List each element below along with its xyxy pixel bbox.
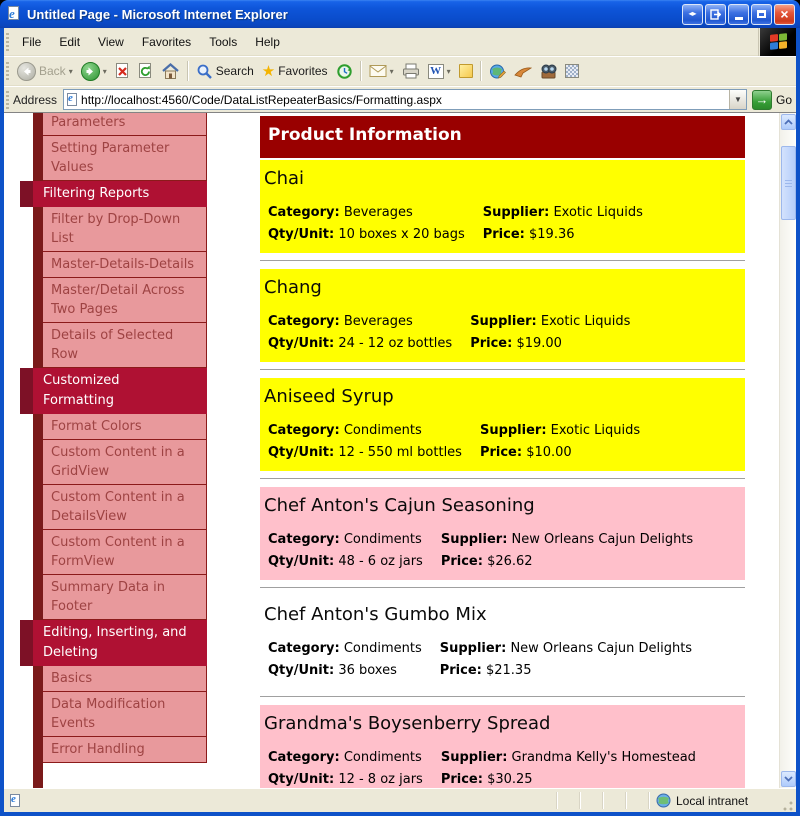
status-pane bbox=[625, 792, 648, 809]
menu-drag-handle[interactable] bbox=[6, 33, 9, 51]
note-icon bbox=[459, 64, 473, 78]
qty-label: Qty/Unit: bbox=[268, 227, 335, 242]
sidebar-item-label: Basics bbox=[51, 671, 93, 686]
qty-label: Qty/Unit: bbox=[268, 554, 335, 569]
accessibility-arrows-button[interactable]: ◂▸ bbox=[682, 4, 703, 25]
print-icon bbox=[402, 63, 420, 79]
product-card bbox=[260, 596, 745, 689]
sidebar-item[interactable] bbox=[43, 278, 207, 323]
category-value: Beverages bbox=[343, 205, 413, 220]
category-label: Category: bbox=[268, 750, 340, 765]
back-label: Back bbox=[39, 64, 66, 78]
favorites-button[interactable] bbox=[258, 62, 332, 81]
sidebar-item[interactable] bbox=[43, 692, 207, 737]
supplier-label: Supplier: bbox=[482, 205, 550, 220]
product-name: Chef Anton's Gumbo Mix bbox=[264, 604, 487, 625]
category-cell bbox=[267, 312, 466, 331]
product-card bbox=[260, 705, 745, 788]
web-page bbox=[4, 113, 779, 788]
price-cell bbox=[440, 770, 710, 788]
supplier-value: New Orleans Cajun Delights bbox=[510, 641, 693, 656]
page-title: Product Information bbox=[260, 116, 745, 158]
sidebar-item-label: Setting Parameter Values bbox=[51, 141, 170, 175]
menu-item[interactable]: File bbox=[22, 34, 42, 49]
address-bar bbox=[4, 86, 796, 112]
supplier-label: Supplier: bbox=[440, 532, 508, 547]
sidebar-item-label: Editing, Inserting, and Deleting bbox=[43, 625, 187, 660]
qty-cell bbox=[267, 443, 476, 462]
category-cell bbox=[267, 203, 479, 222]
stop-button[interactable] bbox=[111, 60, 134, 82]
category-value: Condiments bbox=[343, 532, 422, 547]
product-name: Chef Anton's Cajun Seasoning bbox=[264, 495, 535, 516]
history-icon bbox=[336, 63, 353, 80]
qty-value: 10 boxes x 20 bags bbox=[338, 227, 465, 242]
product-divider bbox=[260, 260, 745, 262]
search-button[interactable] bbox=[192, 61, 258, 82]
send-button[interactable] bbox=[510, 63, 536, 80]
zone-label: Local intranet bbox=[676, 793, 749, 808]
resize-grip[interactable] bbox=[780, 795, 794, 812]
title-bar[interactable] bbox=[0, 0, 800, 28]
sidebar-item-label: Master/Detail Across Two Pages bbox=[51, 283, 185, 317]
toolbar-separator bbox=[187, 61, 189, 81]
forward-icon bbox=[81, 62, 100, 81]
price-value: $21.35 bbox=[485, 663, 532, 678]
product-details-table bbox=[264, 200, 660, 247]
send-icon bbox=[514, 65, 532, 78]
qty-cell bbox=[267, 770, 437, 788]
product-divider bbox=[260, 587, 745, 589]
go-label: Go bbox=[775, 92, 792, 107]
security-zone-pane bbox=[648, 792, 780, 809]
category-cell bbox=[267, 748, 437, 767]
supplier-label: Supplier: bbox=[470, 314, 537, 329]
sidebar-item-label: Details of Selected Row bbox=[51, 328, 174, 362]
category-label: Category: bbox=[268, 205, 340, 220]
sidebar-item-label: Customized Formatting bbox=[43, 373, 120, 408]
supplier-cell bbox=[440, 530, 707, 549]
sidebar-item[interactable] bbox=[43, 207, 207, 252]
supplier-label: Supplier: bbox=[439, 641, 507, 656]
supplier-cell bbox=[482, 203, 657, 222]
supplier-label: Supplier: bbox=[440, 750, 508, 765]
ie-logo-icon: e bbox=[6, 6, 22, 22]
mail-button[interactable] bbox=[365, 62, 398, 80]
scrollbar-thumb[interactable] bbox=[781, 146, 796, 220]
forward-dropdown-icon[interactable]: ▾ bbox=[102, 66, 107, 76]
standard-toolbar bbox=[4, 56, 796, 86]
address-box bbox=[63, 89, 747, 110]
price-value: $26.62 bbox=[487, 554, 533, 569]
page-icon: e bbox=[66, 92, 79, 108]
qty-value: 48 - 6 oz jars bbox=[338, 554, 423, 569]
word-icon: W bbox=[428, 64, 444, 79]
product-details-table bbox=[264, 309, 647, 356]
qty-cell bbox=[267, 552, 437, 571]
menu-item[interactable]: Edit bbox=[59, 34, 81, 49]
navigation-sidebar bbox=[20, 113, 207, 763]
category-value: Condiments bbox=[343, 750, 422, 765]
price-label: Price: bbox=[439, 663, 482, 678]
pop-out-button[interactable] bbox=[705, 4, 726, 25]
maximize-button[interactable] bbox=[751, 4, 772, 25]
go-group[interactable] bbox=[752, 90, 792, 110]
price-cell bbox=[479, 443, 654, 462]
vertical-scrollbar[interactable] bbox=[779, 113, 796, 788]
sidebar-item[interactable] bbox=[43, 113, 207, 136]
price-label: Price: bbox=[470, 336, 513, 351]
menu-item[interactable]: View bbox=[98, 34, 124, 49]
home-button[interactable] bbox=[157, 61, 184, 82]
qty-value: 36 boxes bbox=[338, 663, 397, 678]
qty-label: Qty/Unit: bbox=[268, 445, 335, 460]
qty-value: 24 - 12 oz bottles bbox=[338, 336, 453, 351]
toolbar-drag-handle[interactable] bbox=[6, 62, 9, 80]
product-list bbox=[260, 160, 745, 788]
price-label: Price: bbox=[440, 554, 483, 569]
go-icon: → bbox=[752, 90, 772, 110]
toolbar-separator bbox=[360, 61, 362, 81]
refresh-button[interactable] bbox=[134, 60, 157, 82]
forward-button[interactable] bbox=[77, 60, 111, 83]
messenger-icon bbox=[565, 64, 579, 78]
address-label: Address bbox=[13, 92, 58, 107]
favorites-star-icon: ★ bbox=[261, 62, 276, 80]
menu-item[interactable]: Tools bbox=[209, 34, 238, 49]
sidebar-item[interactable] bbox=[43, 440, 207, 485]
windows-logo-icon bbox=[760, 28, 796, 56]
menu-separator bbox=[758, 28, 759, 56]
category-cell bbox=[267, 421, 476, 440]
globe-edit-icon bbox=[489, 63, 506, 80]
refresh-icon bbox=[138, 62, 153, 80]
page-done-icon: e bbox=[9, 793, 22, 809]
sidebar-item-label: Filter by Drop-Down List bbox=[51, 212, 181, 246]
price-value: $19.00 bbox=[516, 336, 562, 351]
edit-online-button[interactable] bbox=[485, 61, 510, 82]
edit-with-word-button[interactable] bbox=[424, 62, 455, 81]
history-button[interactable] bbox=[332, 61, 357, 82]
status-pane bbox=[579, 792, 602, 809]
menu-item[interactable]: Favorites bbox=[141, 34, 192, 49]
supplier-value: Exotic Liquids bbox=[540, 314, 631, 329]
supplier-label: Supplier: bbox=[479, 423, 547, 438]
price-value: $30.25 bbox=[487, 772, 533, 787]
category-value: Beverages bbox=[343, 314, 413, 329]
window-title: Untitled Page - Microsoft Internet Explorer bbox=[27, 6, 288, 22]
sidebar-item-label: Error Handling bbox=[51, 742, 145, 757]
research-button[interactable] bbox=[536, 61, 561, 81]
messenger-button[interactable] bbox=[561, 62, 583, 80]
sidebar-item[interactable] bbox=[43, 666, 207, 692]
price-value: $10.00 bbox=[526, 445, 572, 460]
pop-out-icon bbox=[710, 9, 721, 20]
status-pane bbox=[602, 792, 625, 809]
print-button[interactable] bbox=[398, 61, 424, 81]
sidebar-item-label: Format Colors bbox=[51, 419, 142, 434]
category-value: Condiments bbox=[343, 641, 422, 656]
qty-label: Qty/Unit: bbox=[268, 772, 335, 787]
close-button[interactable]: × bbox=[774, 4, 795, 25]
sidebar-item[interactable] bbox=[43, 252, 207, 278]
sidebar-item[interactable] bbox=[43, 737, 207, 763]
address-dropdown-button[interactable]: ▼ bbox=[729, 90, 746, 109]
search-icon bbox=[196, 63, 213, 80]
minimize-button[interactable] bbox=[728, 4, 749, 25]
sidebar-item-label: Custom Content in a FormView bbox=[51, 535, 185, 569]
product-details-table bbox=[264, 527, 710, 574]
menu-item[interactable]: Help bbox=[255, 34, 280, 49]
edit-dropdown-icon[interactable]: ▾ bbox=[446, 66, 451, 76]
price-label: Price: bbox=[440, 772, 483, 787]
product-divider bbox=[260, 696, 745, 698]
main-column bbox=[260, 116, 745, 788]
sidebar-item[interactable] bbox=[20, 181, 207, 207]
product-name: Chang bbox=[264, 277, 322, 298]
back-button[interactable] bbox=[13, 60, 77, 83]
price-cell bbox=[440, 552, 707, 571]
sidebar-item-label: Filtering Reports bbox=[43, 186, 150, 201]
qty-cell bbox=[267, 334, 466, 353]
notes-button[interactable] bbox=[455, 62, 477, 80]
price-label: Price: bbox=[479, 445, 523, 460]
status-pane bbox=[556, 792, 579, 809]
category-label: Category: bbox=[268, 532, 340, 547]
search-label: Search bbox=[215, 64, 254, 78]
sidebar-item-label: Custom Content in a DetailsView bbox=[51, 490, 185, 524]
sidebar-item-label: Custom Content in a GridView bbox=[51, 445, 185, 479]
sidebar-item[interactable] bbox=[43, 530, 207, 575]
category-label: Category: bbox=[268, 641, 340, 656]
menu-bar bbox=[4, 28, 796, 56]
product-card bbox=[260, 269, 745, 362]
supplier-value: Exotic Liquids bbox=[553, 205, 643, 220]
category-value: Condiments bbox=[343, 423, 422, 438]
scroll-down-button[interactable] bbox=[781, 771, 796, 787]
category-label: Category: bbox=[268, 314, 340, 329]
category-label: Category: bbox=[268, 423, 340, 438]
price-cell bbox=[439, 661, 706, 680]
supplier-value: Exotic Liquids bbox=[550, 423, 641, 438]
qty-value: 12 - 8 oz jars bbox=[338, 772, 423, 787]
supplier-cell bbox=[479, 421, 654, 440]
qty-cell bbox=[267, 225, 479, 244]
product-divider bbox=[260, 478, 745, 480]
address-drag-handle[interactable] bbox=[6, 91, 9, 109]
qty-cell bbox=[267, 661, 436, 680]
sidebar-item[interactable] bbox=[20, 620, 207, 666]
sidebar-item[interactable] bbox=[43, 414, 207, 440]
sidebar-item[interactable] bbox=[43, 485, 207, 530]
back-icon bbox=[17, 62, 36, 81]
favorites-label: Favorites bbox=[278, 64, 328, 78]
category-cell bbox=[267, 639, 436, 658]
sidebar-item[interactable] bbox=[43, 136, 207, 181]
intranet-globe-icon bbox=[656, 793, 671, 808]
price-cell bbox=[482, 225, 657, 244]
mail-dropdown-icon[interactable]: ▾ bbox=[389, 66, 394, 76]
qty-value: 12 - 550 ml bottles bbox=[338, 445, 462, 460]
sidebar-item-label: Master-Details-Details bbox=[51, 257, 195, 272]
product-name: Aniseed Syrup bbox=[264, 386, 394, 407]
qty-label: Qty/Unit: bbox=[268, 663, 335, 678]
sidebar-item-label: Parameters bbox=[51, 115, 126, 130]
supplier-cell bbox=[469, 312, 644, 331]
mail-icon bbox=[369, 64, 387, 78]
price-value: $19.36 bbox=[529, 227, 575, 242]
supplier-cell bbox=[439, 639, 706, 658]
back-dropdown-icon[interactable]: ▾ bbox=[68, 66, 73, 76]
qty-label: Qty/Unit: bbox=[268, 336, 335, 351]
status-bar bbox=[4, 788, 796, 812]
product-card bbox=[260, 378, 745, 471]
address-input[interactable] bbox=[79, 93, 729, 107]
sidebar-item[interactable] bbox=[20, 368, 207, 414]
product-card bbox=[260, 160, 745, 253]
sidebar-item[interactable] bbox=[43, 323, 207, 368]
toolbar-separator bbox=[480, 61, 482, 81]
sidebar-item-label: Data Modification Events bbox=[51, 697, 166, 731]
menu-items bbox=[13, 30, 289, 54]
price-cell bbox=[469, 334, 644, 353]
supplier-value: Grandma Kelly's Homestead bbox=[511, 750, 696, 765]
home-icon bbox=[161, 63, 180, 80]
product-details-table bbox=[264, 636, 709, 683]
research-icon bbox=[540, 63, 557, 79]
supplier-cell bbox=[440, 748, 710, 767]
sidebar-item[interactable] bbox=[43, 575, 207, 620]
stop-icon bbox=[115, 62, 130, 80]
product-card bbox=[260, 487, 745, 580]
sidebar-item-label: Summary Data in Footer bbox=[51, 580, 165, 614]
browser-viewport bbox=[4, 112, 796, 788]
supplier-value: New Orleans Cajun Delights bbox=[511, 532, 694, 547]
category-cell bbox=[267, 530, 437, 549]
product-name: Grandma's Boysenberry Spread bbox=[264, 713, 551, 734]
product-divider bbox=[260, 369, 745, 371]
product-details-table bbox=[264, 745, 713, 788]
product-details-table bbox=[264, 418, 657, 465]
product-name: Chai bbox=[264, 168, 305, 189]
price-label: Price: bbox=[482, 227, 525, 242]
scroll-up-button[interactable] bbox=[781, 114, 796, 130]
